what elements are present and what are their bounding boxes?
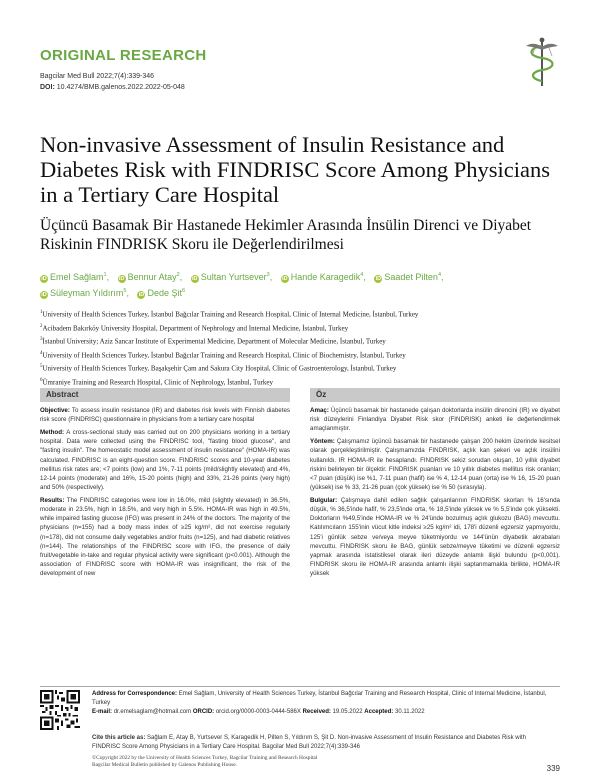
journal-citation: Bagcilar Med Bull 2022;7(4):339-346 (40, 73, 155, 80)
cite-text: Sağlam E, Atay B, Yurtsever S, Karagedik H, Pilten S, Yıldırım S, Şit D. Non-invasive Assessment of Insulin Resistance and Diabetes Risk with FINDRISC Score Among Physicians in a Tertiary Care Hospital. Bagcilar Med Bull 2022;7(4):339-346 (92, 735, 526, 750)
abstract-results (40, 496, 290, 579)
paragraph-label: Yöntem: (310, 438, 335, 446)
author[interactable] (137, 284, 185, 300)
doi-label: DOI: (40, 84, 55, 91)
citation-block (92, 734, 552, 752)
correspondence-text: Emel Sağlam, University of Health Sciences Turkey, İstanbul Bağcılar Training and Research Hospital, Clinic of Internal Medicine, İstanbul, Turkey (92, 691, 547, 706)
affiliation-index: 6 (40, 377, 43, 383)
received-label: Received: (302, 708, 331, 715)
author-name: Süleyman Yıldırım (50, 288, 124, 298)
abstract-objective (40, 406, 290, 424)
oz-yontem (310, 437, 560, 492)
email-link[interactable]: dr.emelsaglam@hotmail.com (113, 708, 192, 715)
author-list (40, 268, 560, 300)
author[interactable]: iD Emel Sağlam$^1$, (41, 272, 110, 282)
author-affil-index: 3 (266, 272, 270, 278)
received-date: 19.05.2022 (332, 708, 363, 715)
author-affil-index: 4 (437, 272, 441, 278)
author-affil-index: 4 (360, 272, 364, 278)
paragraph-label: Amaç: (310, 407, 329, 414)
paragraph-label: Bulgular: (310, 496, 338, 504)
oz-bulgular (310, 496, 560, 579)
article-title: Non-invasive Assessment of Insulin Resistance and Diabetes Risk with FINDRISC Score Among Physicians in a Tertiary Care Hospital (40, 132, 550, 207)
article-subtitle: Üçüncü Basamak Bir Hastanede Hekimler Arasında İnsülin Direnci ve Diyabet Riskinin FINDRISK Skoru ile Değerlendirilmesi (40, 217, 532, 253)
affiliation (40, 375, 570, 389)
paragraph-label: Method: (40, 428, 65, 436)
affiliation-text: İstanbul University; Aziz Sancar Institute of Experimental Medicine, Department of Molecular Medicine, İstanbul, Turkey (42, 337, 386, 346)
page-number: 339 (546, 764, 560, 773)
paragraph-text: To assess insulin resistance (IR) and diabetes risk levels with Finnish diabetes risk score (FINDRISC) questionnaire in physicians from a tertiary care hospital (40, 407, 290, 424)
section-label: ORIGINAL RESEARCH (40, 47, 207, 64)
orcid-icon: iD (375, 276, 382, 282)
author-affil-index: 2 (176, 272, 180, 278)
author-name: Dede Şit (147, 288, 182, 298)
author-name: Emel Sağlam (50, 272, 104, 282)
paragraph-label: Objective: (40, 407, 70, 414)
oz-heading: Öz (310, 388, 560, 402)
affiliation-text: Acibadem Bakırköy University Hospital, Department of Nephrology and Internal Medicine, İstanbul, Turkey (42, 323, 349, 332)
orcid-label: ORCID: (192, 708, 215, 715)
affiliation-list (40, 307, 570, 388)
abstract-body (40, 406, 290, 682)
oz-amac (310, 406, 560, 434)
author[interactable]: iD Sultan Yurtsever$^3$, (192, 272, 273, 282)
accepted-date: 30.11.2022 (394, 708, 425, 715)
correspondence-block (92, 690, 552, 716)
affiliation-index: 1 (40, 310, 43, 315)
orcid-link[interactable]: orcid.org/0000-0003-0444-586X (215, 708, 301, 715)
affiliation (40, 307, 570, 321)
correspondence-address (92, 690, 552, 708)
footer-divider (40, 686, 560, 687)
paragraph-text: A cross-sectional study was carried out on 200 physicians working in a tertiary hospital. Data were collected using the FINDRISC tool, "fasting blood glucose", and "fasting insulin". The homeostatic model assessment of insulin resistance" (HOMA-IR) was calculated. FINDRISC is an eight-question score. FINDRISC scores and 10-year diabetes mellitus risk rates are; <7 points (low) and 1%, 7-11 points (mild/slightly elevated) and 4%, 12-14 points (moderate) and 16%, 15-20 points (high) and 33%, 21-26 points (very high) and 50% (respectively). (40, 428, 290, 492)
author-name: Sultan Yurtsever (200, 272, 267, 282)
accepted-label: Accepted: (364, 708, 394, 715)
orcid-icon: iD (192, 276, 198, 282)
doi-line (40, 84, 185, 91)
affiliation (40, 361, 570, 375)
author[interactable]: iD Hande Karagedik$^4$, (281, 272, 366, 282)
author-affil-index: 6 (182, 288, 186, 294)
oz-body (310, 406, 560, 682)
affiliation-text: Ümraniye Training and Research Hospital, Clinic of Nephrology, İstanbul, Turkey (42, 377, 274, 386)
copyright-block (92, 755, 552, 769)
copyright-line: ©Copyright 2022 by the University of Health Sciences Turkey, Bagcilar Training and Research Hospital (92, 755, 318, 761)
doi-value[interactable]: 10.4274/BMB.galenos.2022.2022-05-048 (56, 84, 185, 91)
affiliation (40, 348, 570, 362)
qr-code-icon[interactable] (40, 690, 80, 730)
orcid-icon: iD (118, 276, 125, 282)
author-name: Bennur Atay (127, 272, 177, 282)
correspondence-label: Address for Correspondence: (92, 691, 178, 697)
author[interactable]: iD Bennur Atay$^2$, (118, 272, 183, 282)
abstract-heading: Abstract (40, 388, 290, 402)
affiliation-index: 3 (40, 337, 43, 343)
publisher-line: Bagcilar Medical Bulletin published by Galenos Publishing House. (92, 762, 237, 769)
email-label: E-mail: (92, 708, 113, 715)
correspondence-contacts (92, 708, 552, 717)
author-affil-index: 5 (123, 288, 127, 294)
affiliation-text: University of Health Sciences Turkey, İstanbul Bağcılar Training and Research Hospital, Clinic of Biochemistry, İstanbul, Turkey (42, 350, 406, 359)
abstract-method (40, 428, 290, 492)
author-name: Hande Karagedik (290, 272, 361, 282)
orcid-icon: iD (138, 292, 145, 298)
cite-label: Cite this article as: (92, 735, 146, 741)
paragraph-text: Üçüncü basamak bir hastanede çalışan doktorlarda insülin direncini (IR) ve diyabet risk düzeylerini Finlandiya Diyabet Risk skor (FINDRISK) anketi ile değerlendirmek amaçlanmıştır. (310, 407, 560, 433)
orcid-icon: iD (41, 276, 47, 282)
orcid-icon: iD (41, 292, 47, 298)
paragraph-label: Results: (40, 496, 65, 504)
paragraph-text: Çalışmamız üçüncü basamak bir hastanede çalışan 200 hekim üzerinde kesitsel olarak gerçekleştirilmiştir. Çalışmamızda FINDRISK, açlık kan şekeri ve açlık insülini kullanıldı. IR HOMA-IR ile hesaplandı. FINDRISK sekiz sorudan oluşan, 10 yıllık diyabet riskini belirleyen bir ölçektir. FINDRISK puanları ve 10 yıllık diabetes mellitus risk oranları; <7 puan (düşük) ise %1, 7-11 puan (hafif) ise % 4, 12-14 puan (orta) ise % 16, 15-20 puan (yüksek) ise % 33, 21-26 puan (çok yüksek) ise % 50 (sırasıyla). (310, 438, 560, 492)
affiliation-text: University of Health Sciences Turkey, Başakşehir Çam and Sakura City Hospital, Clinic of Gastroenterology, İstanbul, Turkey (42, 364, 397, 373)
affiliation-index: 5 (40, 364, 43, 370)
author-affil-index: 1 (103, 272, 107, 278)
author-name: Saadet Pilten (384, 272, 438, 282)
affiliation (40, 321, 570, 335)
affiliation (40, 334, 570, 348)
journal-logo-icon (522, 36, 562, 88)
affiliation-text: University of Health Sciences Turkey, İstanbul Bağcılar Training and Research Hospital, Clinic of Internal Medicine, İstanbul, Turkey (42, 310, 419, 319)
affiliation-index: 2 (40, 323, 43, 329)
paragraph-text: The FINDRISC categories were low in 16.0%, mild (slightly elevated) in 36.5%, moderate in 23.5%, high in 18.5%, and very high in 5.5%. HOMA-IR was high in 49.5%, while impaired fasting glucose (IFG) was present in 24% of the doctors. The majority of the physicians (n=155) had a body mass index of ≥25 kg/m², did not exercise regularly (n=178), did not consume daily vegetables and/or fruits (n=125), and had diabetic relatives (n=144). The relationships of the FINDRISC score with IFG, the presence of daily fruit/vegetable in-take and regular physical activity were significant (p<0.001). Although the association of FINDRISC score with HOMA-IR was insignificant, the risk of the development of new (40, 496, 290, 578)
paragraph-text: Çalışmaya dahil edilen sağlık çalışanlarının FINDRISK skorları % 16'sında düşük, % 36,5'inde hafif, % 23,5'inde orta, % 18,5'inde yüksek ve % 5,5'inde çok yüksekti. Doktorların %49,5'inde HOMA-IR ve % 24'ünde bozulmuş açlık glukozu (BAG) mevcuttu. Katılımcıların 155'inin vücut kitle indeksi ≥25 kg/m² idi, 178'i düzenli egzersiz yapmıyordu, 125'i günlük sebze ve/veya meyve tüketmiyordu ve 144'ünün diyabetik akrabaları mevcuttu. FINDRISK skoru ile BAG, günlük sebze/meyve tüketimi ve düzenli egzersiz yapmak arasında istatistiksel olarak ileri düzeyde anlamlı ilişki bulundu (p<0,001). FINDRISK skoru ile HOMA-IR arasında anlamlı ilişki saptanmamakla birlikte, HOMA-IR yüksek (310, 496, 560, 578)
affiliation-index: 4 (40, 350, 43, 356)
orcid-icon: iD (281, 276, 288, 282)
author[interactable]: iD Süleyman Yıldırım$^5$, (41, 288, 129, 298)
author[interactable]: iD Saadet Pilten$^4$, (375, 272, 444, 282)
